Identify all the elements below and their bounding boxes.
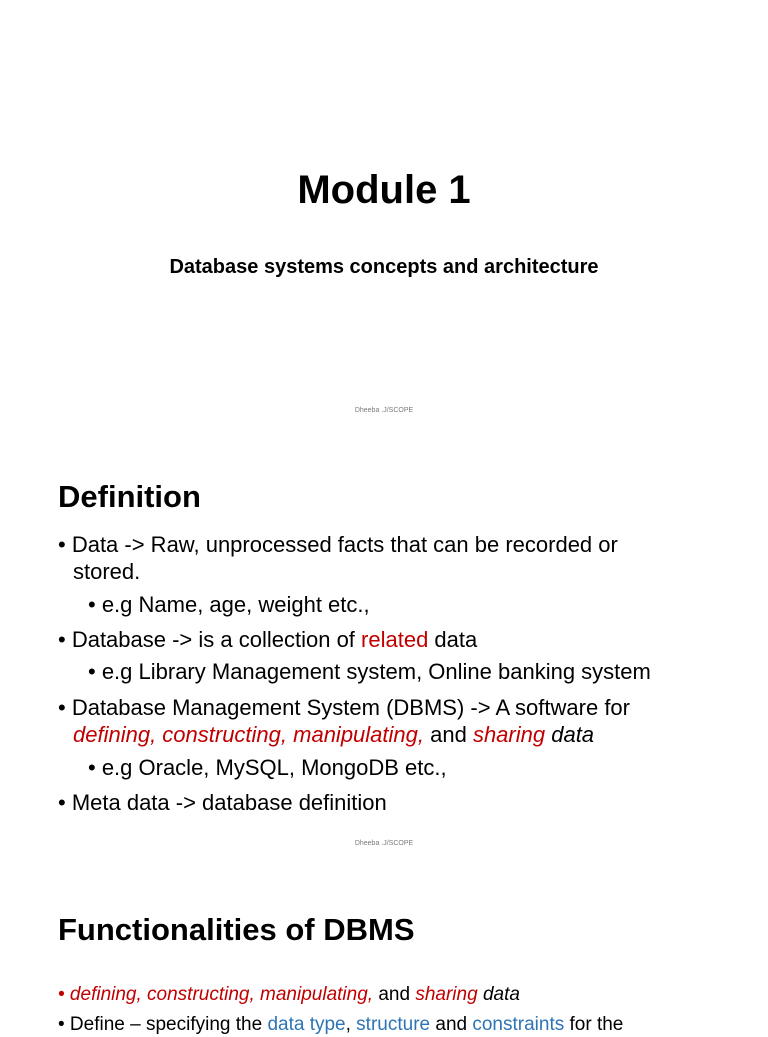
slide-subtitle: Database systems concepts and architecture xyxy=(169,256,599,278)
bullet-database xyxy=(58,626,477,653)
definition-heading: Definition xyxy=(58,479,201,514)
sub-bullet-dbms-example: • e.g Oracle, MySQL, MongoDB etc., xyxy=(88,755,447,780)
bullet-meta-data: • Meta data -> database definition xyxy=(58,790,387,815)
bullet-define xyxy=(58,1013,623,1037)
bullet-functions xyxy=(58,983,520,1007)
slide-divider xyxy=(0,880,768,881)
comma-text: , xyxy=(345,1014,357,1035)
dbms-functions-highlight: defining, constructing, manipulating, xyxy=(73,722,424,747)
and-text: and xyxy=(424,722,473,747)
sub-bullet-data-example: • e.g Name, age, weight etc., xyxy=(88,592,370,617)
slide-divider xyxy=(0,448,768,449)
related-highlight: related xyxy=(361,627,429,652)
bullet-dbms: • Database Management System (DBMS) -> A software for xyxy=(58,695,630,720)
structure-highlight: structure xyxy=(356,1014,431,1035)
and-text: and xyxy=(373,984,416,1005)
sharing-highlight: sharing xyxy=(472,722,546,747)
functionalities-heading: Functionalities of DBMS xyxy=(58,912,415,947)
bullet-database-end: data xyxy=(428,627,478,652)
sharing-highlight: sharing xyxy=(415,984,478,1005)
slide-footer: Dheeba .J/SCOPE xyxy=(354,407,414,414)
and-text: and xyxy=(430,1014,473,1035)
sub-bullet-database-example: • e.g Library Management system, Online banking system xyxy=(88,659,651,684)
bullet-data: • Data -> Raw, unprocessed facts that can be recorded or xyxy=(58,532,618,557)
slide-footer: Dheeba .J/SCOPE xyxy=(354,840,414,847)
define-end: for the xyxy=(564,1014,624,1035)
constraints-highlight: constraints xyxy=(472,1014,565,1035)
data-type-highlight: data type xyxy=(267,1014,346,1035)
slide-title: Module 1 xyxy=(297,168,471,212)
data-word: data xyxy=(551,722,595,747)
define-text: • Define – specifying the xyxy=(58,1014,268,1035)
bullet-dbms-continued xyxy=(73,721,594,748)
bullet-database-text: • Database -> is a collection of xyxy=(58,627,362,652)
functions-highlight: • defining, constructing, manipulating, xyxy=(58,984,374,1005)
bullet-data-continued: stored. xyxy=(73,559,141,584)
data-word: data xyxy=(482,984,520,1005)
